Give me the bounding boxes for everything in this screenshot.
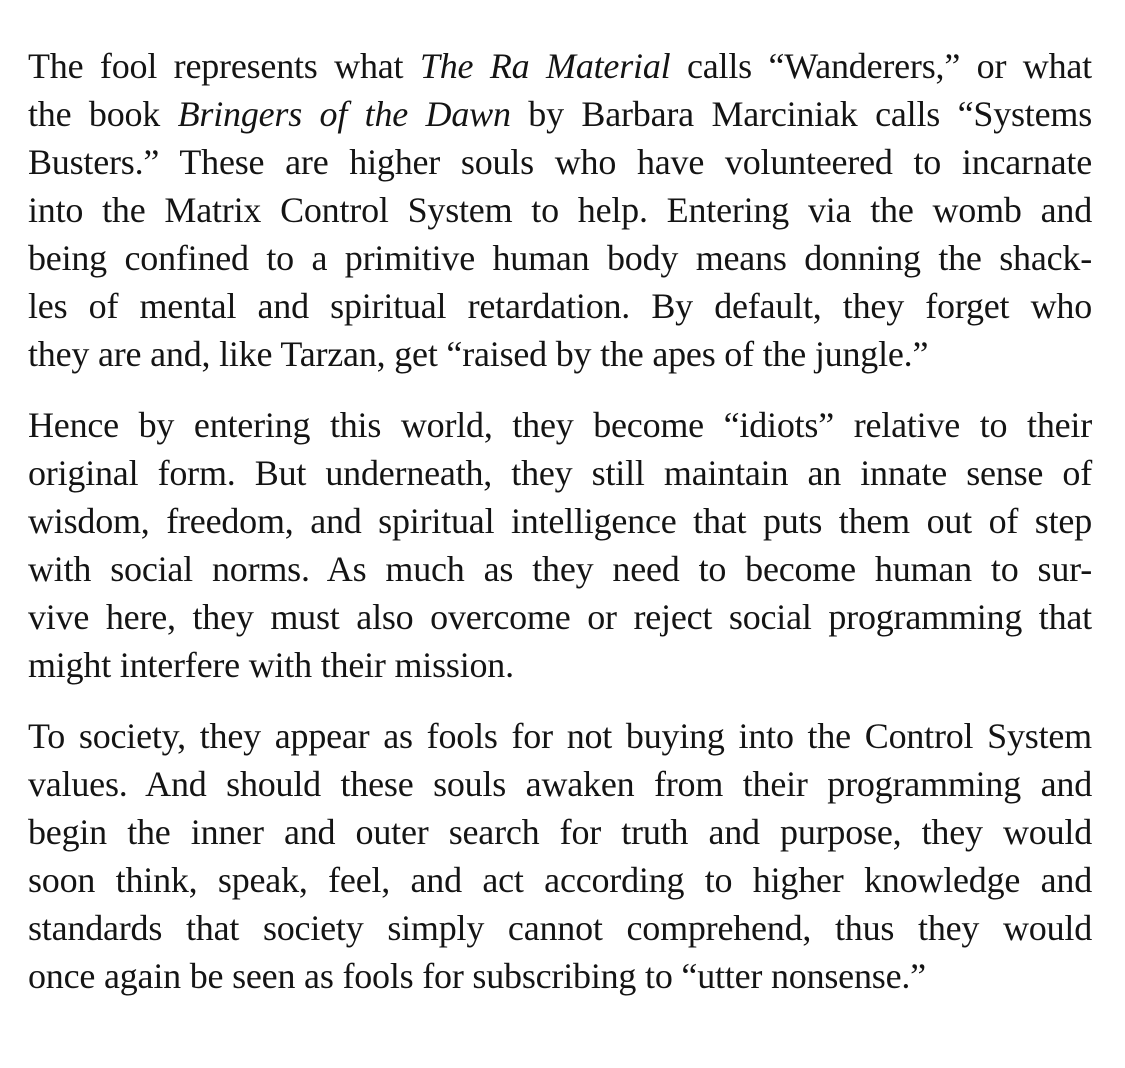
text-line: Busters.” These are higher souls who have volunteered to incarnate [28,142,1092,182]
text-line: once again be seen as fools for subscribing to “utter nonsense.” [28,956,926,996]
body-paragraph [28,712,1092,1000]
text-line: To society, they appear as fools for not buying into the Control System [28,716,1092,756]
text-line: begin the inner and outer search for truth and purpose, they would [28,812,1092,852]
text-line: Hence by entering this world, they become “idiots” relative to their [28,405,1092,445]
body-paragraph [28,401,1092,689]
paragraph-gap [28,689,1092,712]
text-line: les of mental and spiritual retardation. By default, they forget who [28,286,1092,326]
body-paragraph [28,42,1092,378]
text-line: into the Matrix Control System to help. Entering via the womb and [28,190,1092,230]
text-line: vive here, they must also overcome or reject social programming that [28,597,1092,637]
paragraph-gap [28,378,1092,401]
text-line: soon think, speak, feel, and act according to higher knowledge and [28,860,1092,900]
text-line: The fool represents what The Ra Material calls “Wanderers,” or what [28,46,1092,86]
text-line: they are and, like Tarzan, get “raised by the apes of the jungle.” [28,334,929,374]
text-line: original form. But underneath, they still maintain an innate sense of [28,453,1092,493]
text-line: values. And should these souls awaken from their programming and [28,764,1092,804]
text-line: wisdom, freedom, and spiritual intelligence that puts them out of step [28,501,1092,541]
text-line: standards that society simply cannot comprehend, thus they would [28,908,1092,948]
document-page [28,42,1092,1000]
text-line: the book Bringers of the Dawn by Barbara Marciniak calls “Systems [28,94,1093,134]
text-line: with social norms. As much as they need to become human to sur- [28,549,1092,589]
italic-title: Bringers of the Dawn [177,94,511,134]
text-line: being confined to a primitive human body means donning the shack- [28,238,1092,278]
italic-title: The Ra Material [419,46,671,86]
text-line: might interfere with their mission. [28,645,514,685]
